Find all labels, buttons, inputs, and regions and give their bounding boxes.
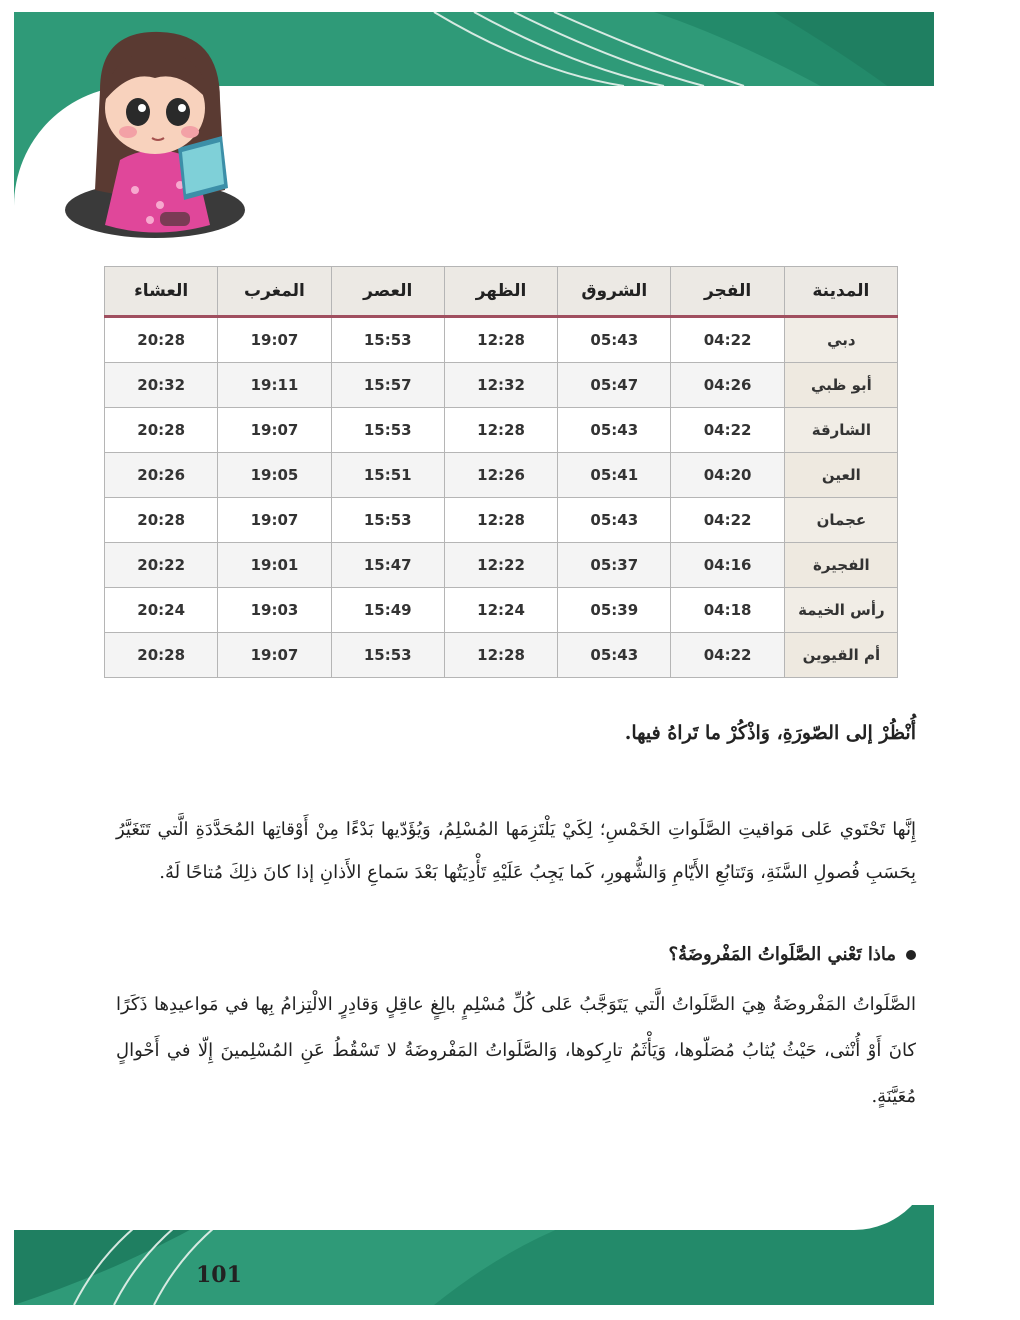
header-dhuhr: الظهر bbox=[444, 267, 557, 317]
time-cell: 05:43 bbox=[558, 317, 671, 363]
time-cell: 19:05 bbox=[218, 453, 331, 498]
time-cell: 05:43 bbox=[558, 408, 671, 453]
time-cell: 05:43 bbox=[558, 633, 671, 678]
time-cell: 12:24 bbox=[444, 588, 557, 633]
header-fajr: الفجر bbox=[671, 267, 784, 317]
time-cell: 15:49 bbox=[331, 588, 444, 633]
time-cell: 12:28 bbox=[444, 633, 557, 678]
table-row bbox=[105, 408, 898, 453]
table-row bbox=[105, 543, 898, 588]
time-cell: 15:57 bbox=[331, 363, 444, 408]
time-cell: 19:01 bbox=[218, 543, 331, 588]
time-cell: 04:22 bbox=[671, 633, 784, 678]
time-cell: 05:39 bbox=[558, 588, 671, 633]
table-row bbox=[105, 588, 898, 633]
content-card-bottom bbox=[14, 1150, 934, 1230]
prayer-times-table-container bbox=[104, 266, 898, 678]
city-cell: أم القيوين bbox=[784, 633, 897, 678]
time-cell: 19:11 bbox=[218, 363, 331, 408]
time-cell: 12:28 bbox=[444, 317, 557, 363]
time-cell: 20:22 bbox=[105, 543, 218, 588]
header-asr: العصر bbox=[331, 267, 444, 317]
time-cell: 15:53 bbox=[331, 408, 444, 453]
table-row bbox=[105, 363, 898, 408]
time-cell: 15:53 bbox=[331, 633, 444, 678]
time-cell: 12:26 bbox=[444, 453, 557, 498]
time-cell: 15:47 bbox=[331, 543, 444, 588]
city-cell: الشارقة bbox=[784, 408, 897, 453]
time-cell: 20:28 bbox=[105, 408, 218, 453]
table-header-row bbox=[105, 267, 898, 317]
table-row bbox=[105, 498, 898, 543]
time-cell: 15:53 bbox=[331, 498, 444, 543]
question-line bbox=[116, 944, 916, 965]
time-cell: 15:51 bbox=[331, 453, 444, 498]
table-row bbox=[105, 453, 898, 498]
time-cell: 19:03 bbox=[218, 588, 331, 633]
page-number: 101 bbox=[196, 1262, 242, 1288]
time-cell: 15:53 bbox=[331, 317, 444, 363]
time-cell: 20:26 bbox=[105, 453, 218, 498]
header-sunrise: الشروق bbox=[558, 267, 671, 317]
time-cell: 04:22 bbox=[671, 317, 784, 363]
city-cell: الفجيرة bbox=[784, 543, 897, 588]
time-cell: 05:41 bbox=[558, 453, 671, 498]
time-cell: 20:28 bbox=[105, 498, 218, 543]
time-cell: 19:07 bbox=[218, 498, 331, 543]
time-cell: 05:43 bbox=[558, 498, 671, 543]
time-cell: 12:28 bbox=[444, 498, 557, 543]
time-cell: 04:22 bbox=[671, 498, 784, 543]
city-cell: دبي bbox=[784, 317, 897, 363]
time-cell: 12:22 bbox=[444, 543, 557, 588]
time-cell: 20:28 bbox=[105, 633, 218, 678]
prayer-times-table bbox=[104, 266, 898, 678]
time-cell: 12:28 bbox=[444, 408, 557, 453]
table-row bbox=[105, 633, 898, 678]
header-city: المدينة bbox=[784, 267, 897, 317]
time-cell: 19:07 bbox=[218, 408, 331, 453]
city-cell: رأس الخيمة bbox=[784, 588, 897, 633]
time-cell: 04:20 bbox=[671, 453, 784, 498]
time-cell: 04:26 bbox=[671, 363, 784, 408]
girl-reading-icon bbox=[60, 30, 250, 240]
time-cell: 12:32 bbox=[444, 363, 557, 408]
explanation-paragraph: إِنَّها تَحْتَوي عَلى مَواقيتِ الصَّلَواتِ الخَمْسِ؛ لِكَيْ يَلْتَزِمَها المُسْلِمُ، وَيُؤَدّيها بَدْءًا مِنْ أَوْقاتِها المُحَدَّدَةِ الَّتي تَتَغَيَّرُ بِحَسَبِ فُصولِ السَّنَةِ، وَتَتابُعِ الأَيّامِ وَالشُّهورِ، كَما يَجِبُ عَلَيْهِ تَأْدِيَتُها بَعْدَ سَماعِ الأَذانِ إذا كانَ ذلِكَ مُتاحًا لَهُ. bbox=[116, 819, 916, 883]
time-cell: 19:07 bbox=[218, 317, 331, 363]
bullet-icon bbox=[906, 950, 916, 960]
time-cell: 20:32 bbox=[105, 363, 218, 408]
header-isha: العشاء bbox=[105, 267, 218, 317]
time-cell: 05:37 bbox=[558, 543, 671, 588]
city-cell: العين bbox=[784, 453, 897, 498]
time-cell: 20:24 bbox=[105, 588, 218, 633]
time-cell: 04:22 bbox=[671, 408, 784, 453]
time-cell: 05:47 bbox=[558, 363, 671, 408]
time-cell: 19:07 bbox=[218, 633, 331, 678]
answer-paragraph: الصَّلَواتُ المَفْروضَةُ هِيَ الصَّلَواتُ الَّتي يَتَوَجَّبُ عَلى كُلِّ مُسْلِمٍ بالِغٍ عاقِلٍ وَقادِرٍ الالْتِزامُ بِها في مَواعيدِها ذَكَرًا كانَ أَوْ أُنْثى، حَيْثُ يُثابُ مُصَلّوها، وَيَأْثَمُ تارِكوها، وَالصَّلَواتُ المَفْروضَةُ لا تَسْقُطُ عَنِ المُسْلِمينَ إِلّا في أَحْوالٍ مُعَيَّنَةٍ. bbox=[116, 994, 916, 1107]
time-cell: 04:18 bbox=[671, 588, 784, 633]
city-cell: عجمان bbox=[784, 498, 897, 543]
city-cell: أبو ظبي bbox=[784, 363, 897, 408]
table-row bbox=[105, 317, 898, 363]
question-text: ماذا تَعْني الصَّلَواتُ المَفْروضَةُ؟ bbox=[668, 944, 896, 965]
time-cell: 04:16 bbox=[671, 543, 784, 588]
instruction-text: أُنْظُرْ إلى الصّورَةِ، وَاذْكُرْ ما تَراهُ فيها. bbox=[624, 722, 916, 744]
time-cell: 20:28 bbox=[105, 317, 218, 363]
header-maghrib: المغرب bbox=[218, 267, 331, 317]
